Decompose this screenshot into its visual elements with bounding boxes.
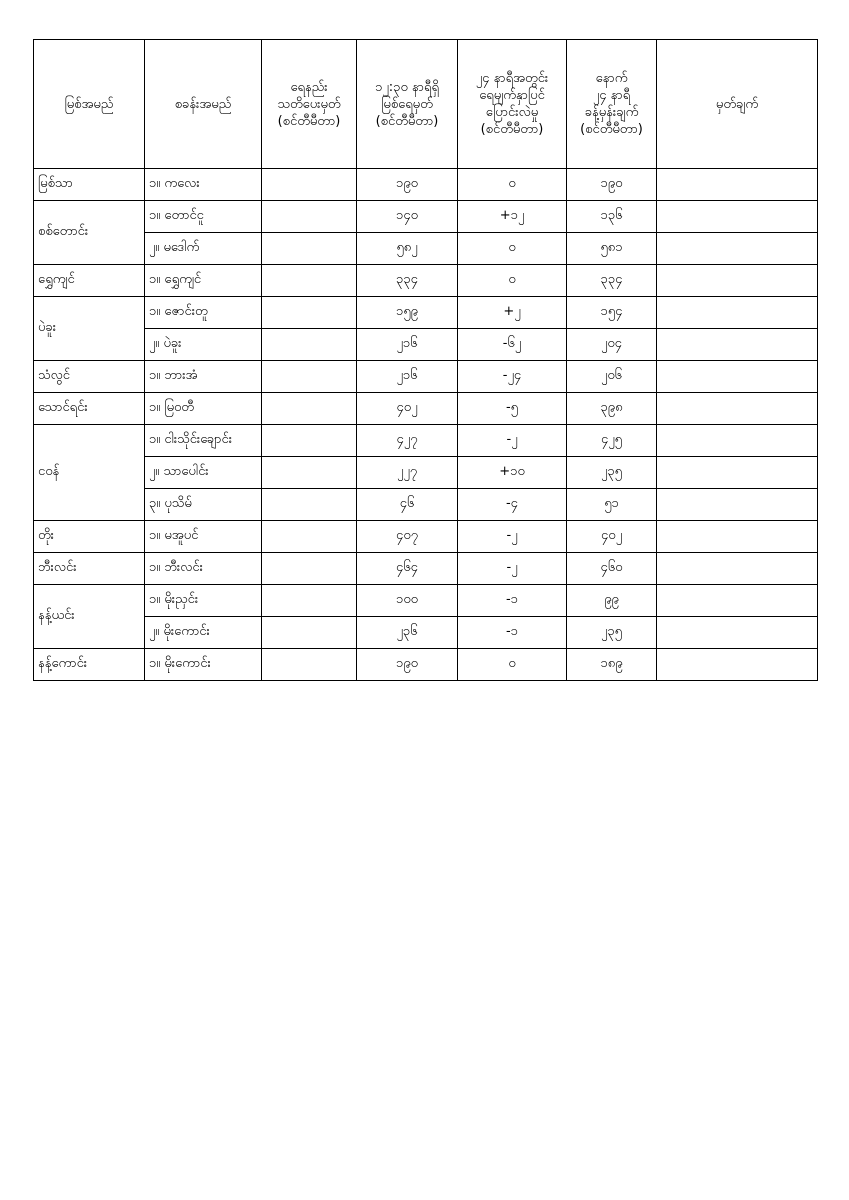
danger-level-cell bbox=[262, 201, 357, 233]
remark-cell bbox=[657, 649, 818, 681]
change-cell: +၁၀ bbox=[458, 457, 567, 489]
water-level-cell: ၁၄၀ bbox=[357, 201, 458, 233]
header-line: မြစ်အမည် bbox=[64, 96, 114, 112]
header-line: ရေနည်း bbox=[290, 79, 328, 95]
change-cell: -၁ bbox=[458, 617, 567, 649]
station-name-cell: ၂။ မဒေါက် bbox=[145, 233, 262, 265]
station-name-cell: ၂။ မိုးကောင်း bbox=[145, 617, 262, 649]
water-level-cell: ၁၀၀ bbox=[357, 585, 458, 617]
river-name-cell: ပဲခူး bbox=[34, 297, 145, 361]
change-cell: -၁ bbox=[458, 585, 567, 617]
remark-cell bbox=[657, 297, 818, 329]
forecast-cell: ၁၅၄ bbox=[567, 297, 657, 329]
table-body bbox=[34, 169, 818, 681]
header-row bbox=[34, 40, 818, 169]
change-cell: -၂ bbox=[458, 521, 567, 553]
danger-level-cell bbox=[262, 361, 357, 393]
forecast-cell: ၄၆၀ bbox=[567, 553, 657, 585]
station-name-cell: ၂။ သာပေါင်း bbox=[145, 457, 262, 489]
header-line: ရေမျက်နှာပြင် bbox=[479, 88, 545, 103]
forecast-cell: ၁၈၉ bbox=[567, 649, 657, 681]
table-row bbox=[34, 457, 818, 489]
station-name-cell: ၁။ ရွှေကျင် bbox=[145, 265, 262, 297]
forecast-cell: ၃၉၈ bbox=[567, 393, 657, 425]
forecast-cell: ၂၃၅ bbox=[567, 457, 657, 489]
remark-cell bbox=[657, 329, 818, 361]
remark-cell bbox=[657, 201, 818, 233]
water-level-cell: ၁၉၀ bbox=[357, 169, 458, 201]
remark-cell bbox=[657, 265, 818, 297]
remark-cell bbox=[657, 585, 818, 617]
water-level-cell: ၂၂၇ bbox=[357, 457, 458, 489]
remark-cell bbox=[657, 393, 818, 425]
change-cell: ၀ bbox=[458, 233, 567, 265]
change-cell: +၁၂ bbox=[458, 201, 567, 233]
table-row bbox=[34, 169, 818, 201]
header-line: သတိပေးမှတ် bbox=[277, 96, 341, 112]
change-cell: -၂ bbox=[458, 553, 567, 585]
forecast-cell: ၅၁ bbox=[567, 489, 657, 521]
table-row bbox=[34, 489, 818, 521]
station-name-cell: ၁။ မအူပင် bbox=[145, 521, 262, 553]
table-row bbox=[34, 361, 818, 393]
forecast-cell: ၉၉ bbox=[567, 585, 657, 617]
table-row bbox=[34, 649, 818, 681]
station-name-cell: ၁။ ကလေး bbox=[145, 169, 262, 201]
remark-cell bbox=[657, 521, 818, 553]
table-row bbox=[34, 233, 818, 265]
station-name-cell: ၁။ တောင်ငူ bbox=[145, 201, 262, 233]
change-cell: ၀ bbox=[458, 265, 567, 297]
header-line: ၁၂:၃၀ နာရီရှိ bbox=[375, 79, 439, 95]
danger-level-cell bbox=[262, 617, 357, 649]
header-line: မြစ်ရေမှတ် bbox=[381, 96, 433, 112]
change-cell: -၅ bbox=[458, 393, 567, 425]
station-name-cell: ၁။ ဘီးလင်း bbox=[145, 553, 262, 585]
table-row bbox=[34, 201, 818, 233]
water-level-cell: ၄၆ bbox=[357, 489, 458, 521]
forecast-cell: ၁၉၀ bbox=[567, 169, 657, 201]
water-level-cell: ၂၁၆ bbox=[357, 361, 458, 393]
remark-cell bbox=[657, 489, 818, 521]
header-line: ခန့်မှန်းချက် bbox=[584, 105, 639, 120]
danger-level-cell bbox=[262, 649, 357, 681]
station-name-cell: ၁။ မြဝတီ bbox=[145, 393, 262, 425]
table-row bbox=[34, 585, 818, 617]
table-row bbox=[34, 521, 818, 553]
danger-level-cell bbox=[262, 553, 357, 585]
river-name-cell: တိုး bbox=[34, 521, 145, 553]
river-name-cell: သံလွင် bbox=[34, 361, 145, 393]
table-row bbox=[34, 329, 818, 361]
change-cell: -၄ bbox=[458, 489, 567, 521]
water-level-cell: ၃၃၄ bbox=[357, 265, 458, 297]
river-name-cell: မြစ်သာ bbox=[34, 169, 145, 201]
water-level-cell: ၁၉၀ bbox=[357, 649, 458, 681]
header-line: ၂၄ နာရီ bbox=[592, 88, 631, 103]
header-line: ပြောင်းလဲမှု bbox=[485, 105, 539, 120]
river-name-cell: ဘီးလင်း bbox=[34, 553, 145, 585]
danger-level-cell bbox=[262, 329, 357, 361]
header-water-level bbox=[357, 40, 458, 169]
water-level-cell: ၂၃၆ bbox=[357, 617, 458, 649]
header-line: ၂၄ နာရီအတွင်း bbox=[475, 71, 549, 86]
change-cell: -၂ bbox=[458, 425, 567, 457]
change-cell: -၆၂ bbox=[458, 329, 567, 361]
header-river bbox=[34, 40, 145, 169]
danger-level-cell bbox=[262, 169, 357, 201]
change-cell: ၀ bbox=[458, 169, 567, 201]
danger-level-cell bbox=[262, 521, 357, 553]
forecast-cell: ၄၂၅ bbox=[567, 425, 657, 457]
header-remark bbox=[657, 40, 818, 169]
forecast-cell: ၂၀၄ bbox=[567, 329, 657, 361]
danger-level-cell bbox=[262, 457, 357, 489]
remark-cell bbox=[657, 233, 818, 265]
river-name-cell: ရွှေကျင် bbox=[34, 265, 145, 297]
river-name-cell: နန့်ယင်း bbox=[34, 585, 145, 649]
header-line: (စင်တီမီတာ) bbox=[277, 113, 341, 129]
header-line: မှတ်ချက် bbox=[715, 96, 759, 112]
header-forecast bbox=[567, 40, 657, 169]
water-level-cell: ၂၁၆ bbox=[357, 329, 458, 361]
station-name-cell: ၁။ ငါးသိုင်းချောင်း bbox=[145, 425, 262, 457]
table-row bbox=[34, 553, 818, 585]
header-line: (စင်တီမီတာ) bbox=[580, 122, 643, 137]
table-row bbox=[34, 425, 818, 457]
forecast-cell: ၂၀၆ bbox=[567, 361, 657, 393]
forecast-cell: ၄၀၂ bbox=[567, 521, 657, 553]
remark-cell bbox=[657, 361, 818, 393]
header-line: နောက် bbox=[595, 71, 628, 86]
river-name-cell: စစ်တောင်း bbox=[34, 201, 145, 265]
header-change bbox=[458, 40, 567, 169]
table-row bbox=[34, 393, 818, 425]
forecast-cell: ၂၃၅ bbox=[567, 617, 657, 649]
remark-cell bbox=[657, 169, 818, 201]
water-level-cell: ၁၅၉ bbox=[357, 297, 458, 329]
station-name-cell: ၃။ ပုသိမ် bbox=[145, 489, 262, 521]
remark-cell bbox=[657, 457, 818, 489]
remark-cell bbox=[657, 553, 818, 585]
danger-level-cell bbox=[262, 489, 357, 521]
change-cell: -၂၄ bbox=[458, 361, 567, 393]
header-line: (စင်တီမီတာ) bbox=[375, 113, 439, 129]
change-cell: +၂ bbox=[458, 297, 567, 329]
water-level-cell: ၄၀၂ bbox=[357, 393, 458, 425]
danger-level-cell bbox=[262, 233, 357, 265]
danger-level-cell bbox=[262, 585, 357, 617]
danger-level-cell bbox=[262, 297, 357, 329]
forecast-cell: ၁၃၆ bbox=[567, 201, 657, 233]
header-line: (စင်တီမီတာ) bbox=[480, 122, 544, 137]
station-name-cell: ၁။ မိုးကောင်း bbox=[145, 649, 262, 681]
station-name-cell: ၁။ ဘားအံ bbox=[145, 361, 262, 393]
header-danger-level bbox=[262, 40, 357, 169]
station-name-cell: ၁။ ဇောင်းတူ bbox=[145, 297, 262, 329]
table-row bbox=[34, 265, 818, 297]
remark-cell bbox=[657, 425, 818, 457]
station-name-cell: ၁။ မိုးညှင်း bbox=[145, 585, 262, 617]
table-row bbox=[34, 297, 818, 329]
change-cell: ၀ bbox=[458, 649, 567, 681]
station-name-cell: ၂။ ပဲခူး bbox=[145, 329, 262, 361]
river-name-cell: နန့်ကောင်း bbox=[34, 649, 145, 681]
water-level-cell: ၅၈၂ bbox=[357, 233, 458, 265]
header-line: စခန်းအမည် bbox=[174, 96, 232, 112]
danger-level-cell bbox=[262, 265, 357, 297]
river-level-table bbox=[33, 39, 818, 681]
table-row bbox=[34, 617, 818, 649]
river-name-cell: ငဝန် bbox=[34, 425, 145, 521]
river-name-cell: သောင်ရင်း bbox=[34, 393, 145, 425]
forecast-cell: ၃၃၄ bbox=[567, 265, 657, 297]
remark-cell bbox=[657, 617, 818, 649]
forecast-cell: ၅၈၁ bbox=[567, 233, 657, 265]
water-level-cell: ၄၂၇ bbox=[357, 425, 458, 457]
water-level-cell: ၄၆၄ bbox=[357, 553, 458, 585]
danger-level-cell bbox=[262, 393, 357, 425]
danger-level-cell bbox=[262, 425, 357, 457]
water-level-cell: ၄၀၇ bbox=[357, 521, 458, 553]
header-station bbox=[145, 40, 262, 169]
